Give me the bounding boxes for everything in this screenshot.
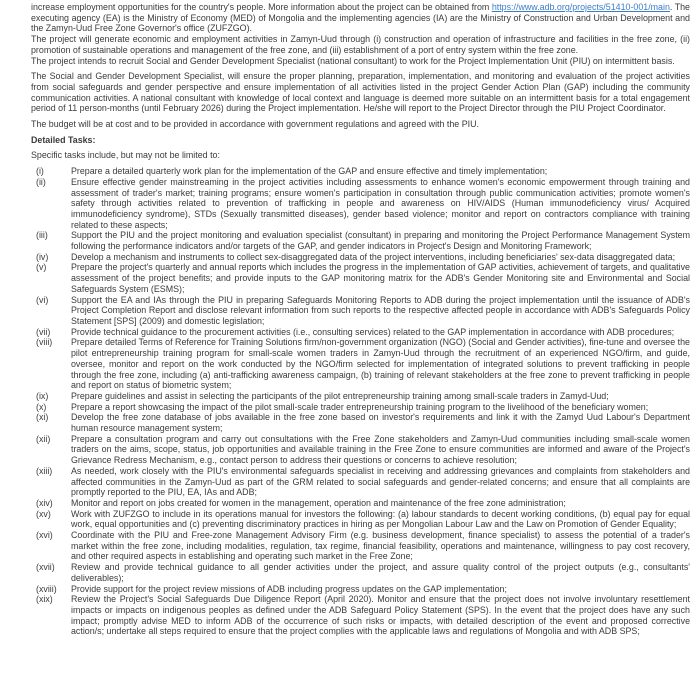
task-text: Work with ZUFZGO to include in its operations manual for investors the following: (a) labour standards to decent working conditions, (b) equal pay for equal work, equal opportunities and (c) preventing discriminatory practices in hiring as per Mongolian Labour Law and the Law on Promotion of Gender Equality;: [71, 508, 690, 530]
paragraph-project-info-before-link: increase employment opportunities for the country's people. More information about the project can be obtained from: [31, 2, 492, 12]
task-number: (iii): [36, 230, 48, 241]
paragraph-project-activities: The project will generate economic and employment activities in Zamyn-Uud through (i) construction and operation of infrastructure and facilities in the free zone, (ii) promotion of sustainable operations and management of the free zone, and (iii) establishment of a port of entry system within the free zone.: [31, 34, 690, 55]
task-text: Prepare a report showcasing the impact of the pilot small-scale trader entrepreneurship training program to the livelihood of the beneficiary women;: [71, 401, 649, 412]
task-number: (ii): [36, 176, 46, 187]
task-text: Provide technical guidance to the procurement activities (i.e., consulting services) related to the GAP implementation in accordance with ADB procedures;: [71, 326, 675, 337]
task-text: Prepare a consultation program and carry out consultations with the Free Zone stakeholders and Zamyn-Uud communities including small-scale women traders on the aims, scope, status, job opportunities and available training in the Free Zone to ensure communities are informed and aware of the Project's Grievance Redress Mechanism, e.g., contact person to address their questions or concerns to achieve resolution;: [71, 433, 690, 466]
task-item: [31, 337, 690, 391]
tasks-intro: Specific tasks include, but may not be limited to:: [31, 150, 220, 161]
task-number: (v): [36, 262, 47, 273]
task-text: Provide support for the project review missions of ADB including progress updates on the GAP implementation;: [71, 583, 507, 594]
task-text: Monitor and report on jobs created for women in the management, operation and maintenance of the free zone administration;: [71, 497, 566, 508]
task-text: Develop the free zone database of jobs available in the free zone based on investor's requirements and link it with the Zamyd Uud Labour's Department human resource management system;: [71, 412, 690, 434]
paragraph-project-info: [31, 2, 690, 34]
paragraph-budget: The budget will be at cost and to be provided in accordance with government regulations and agreed with the PIU.: [31, 119, 479, 130]
task-item: [31, 434, 690, 466]
task-item: [31, 466, 690, 498]
task-item: [31, 391, 690, 402]
task-item: [31, 262, 690, 294]
task-item: [31, 252, 690, 263]
task-text: Ensure effective gender mainstreaming in the project activities including assessments to enhance women's economic empowerment through training and assessment of trader's market; training programs; ensure women's participation in consultation through public communication activities; promote women's safety through activities related to prevention of trafficking in people and awareness on HIV/AIDS (Human immunodeficiency virus/ Acquired immunodeficiency syndrome), STDs (Sexually transmitted diseases), gender based violence; monitor and report on contractors compliance with training related to these aspects;: [71, 176, 690, 230]
task-number: (xviii): [36, 583, 57, 594]
task-item: [31, 166, 690, 177]
task-number: (xiv): [36, 497, 53, 508]
task-text: Develop a mechanism and instruments to collect sex-disaggregated data of the project interventions, including beneficiaries' sex-data disaggregated data;: [71, 251, 676, 262]
task-number: (i): [36, 166, 44, 177]
task-item: [31, 498, 690, 509]
paragraph-specialist-role: The Social and Gender Development Specialist, will ensure the proper planning, preparation, implementation, and monitoring and evaluation of the project activities from social safeguards and gender perspective and ensure implementation of all activities listed in the project Gender Action Plan (GAP) including the community communication activities. A national consultant with knowledge of local context and language is deemed more suitable on an intermittent basis for a total engagement period of 11 person-months (until February 2026) during the Project implementation. He/she will report to the Project Director through the PIU Project Coordinator.: [31, 71, 690, 114]
task-number: (xv): [36, 508, 51, 519]
task-text: Prepare a detailed quarterly work plan for the implementation of the GAP and ensure effective and timely implementation;: [71, 166, 548, 177]
task-number: (ix): [36, 390, 49, 401]
task-text: Review the Project's Social Safeguards Due Diligence Report (April 2020). Monitor and ensure that the project does not involve involuntary resettlement impacts or impacts on indigenous peoples as defined under the ADB Safeguard Policy Statement (SPS). In the event that the project does have any such impact; promptly advise MED to inform ADB of the occurrence of such risks or impacts, with detailed description of the event and proposed corrective action/s; undertake all steps required to ensure that the project complies with the applicable laws and regulations of Mongolia and with ADB SPS;: [71, 594, 690, 637]
task-number: (vi): [36, 294, 49, 305]
task-text: Coordinate with the PIU and Free-zone Management Advisory Firm (e.g. business development, finance specialist) to assess the potential of a trader's market within the free zone, including modalities, regulation, tax regime, financial feasibility, operations and maintenance, willingness to pay cost recovery, and other required aspects in establishing and operating such market in the Free Zone;: [71, 530, 690, 562]
task-number: (xi): [36, 412, 49, 423]
project-url-link[interactable]: https://www.adb.org/projects/51410-001/main: [491, 2, 670, 12]
task-text: Prepare guidelines and assist in selecting the participants of the pilot entrepreneurship training among small-scale traders in Zamyd-Uud;: [71, 390, 609, 401]
task-item: [31, 327, 690, 338]
detailed-tasks-heading: Detailed Tasks:: [31, 134, 96, 145]
task-number: (xiii): [36, 465, 53, 476]
task-item: [31, 295, 690, 327]
task-item: [31, 402, 690, 413]
task-text: Prepare detailed Terms of Reference for Training Solutions firm/non-government organization (NGO) (Social and Gender activities), fine-tune and oversee the pilot entrepreneurship training program for small-scale women traders in Zamyn-Uud through the recruitment of an experienced NGO/firm, and guide, oversee, monitor and report on the work conducted by the NGO/firm selected for implementation of integrated solutions to prevent trafficking in people through the free zone, including (a) anti-trafficking awareness campaign, (b) training of relevant stakeholders at the free zone to prevent trafficking in people and report on status of biometric system;: [71, 337, 690, 391]
task-item: [31, 584, 690, 595]
task-text: As needed, work closely with the PIU's environmental safeguards specialist in receiving and addressing grievances and complaints from stakeholders and affected communities in the Zamyn-Uud as part of the GRM related to social safeguards and gender-related concerns; and ensure that all complaints are promptly reported to the PIU, EA, IAs and ADB;: [71, 465, 690, 498]
tasks-list: [31, 166, 690, 637]
task-item: [31, 562, 690, 583]
task-number: (iv): [36, 251, 49, 262]
task-number: (viii): [36, 337, 53, 348]
task-item: [31, 177, 690, 231]
task-text: Support the PIU and the project monitoring and evaluation specialist (consultant) in preparing and monitoring the Project Performance Management System following the performance indicators and/or targets of the GAP, and gender indicators in Project's Design and Monitoring Framework;: [71, 230, 690, 252]
paragraph-recruitment: The project intends to recruit Social and Gender Development Specialist (national consultant) to work for the Project Implementation Unit (PIU) on intermittent basis.: [31, 55, 675, 66]
task-item: [31, 530, 690, 562]
task-number: (xii): [36, 433, 51, 444]
task-text: Review and provide technical guidance to all gender activities under the project, and assure quality control of the project outputs (e.g., consultants' deliverables);: [71, 562, 690, 583]
task-item: [31, 412, 690, 433]
task-number: (xix): [36, 594, 53, 605]
task-number: (xvii): [36, 562, 55, 573]
task-text: Prepare the project's quarterly and annual reports which includes the progress in the implementation of GAP activities, achievement of targets, and qualitative assessment of the project benefits; and provide inputs to the GAP monitoring matrix for the ADB's Gender Monitoring site and Environmental and Social Safeguards System (ESMS);: [71, 262, 690, 294]
paragraph-project-info-after-link: . The executing agency (EA) is the Ministry of Economy (MED) of Mongolia and the implementing agencies (IA) are the Ministry of Construction and Urban Development and the Zamyn-Uud Free Zone Governor's office (ZUFZGO).: [31, 2, 690, 34]
task-item: [31, 230, 690, 251]
task-number: (vii): [36, 326, 51, 337]
task-number: (xvi): [36, 530, 53, 541]
task-item: [31, 594, 690, 637]
task-item: [31, 509, 690, 530]
task-number: (x): [36, 401, 47, 412]
task-text: Support the EA and IAs through the PIU in preparing Safeguards Monitoring Reports to ADB during the project implementation until the issuance of ADB's Project Completion Report and disclose relevant information from such reports to the respective affected people in accordance with ADB's Safeguards Policy Statement [SPS] (2009) and domestic legislation;: [71, 294, 690, 326]
